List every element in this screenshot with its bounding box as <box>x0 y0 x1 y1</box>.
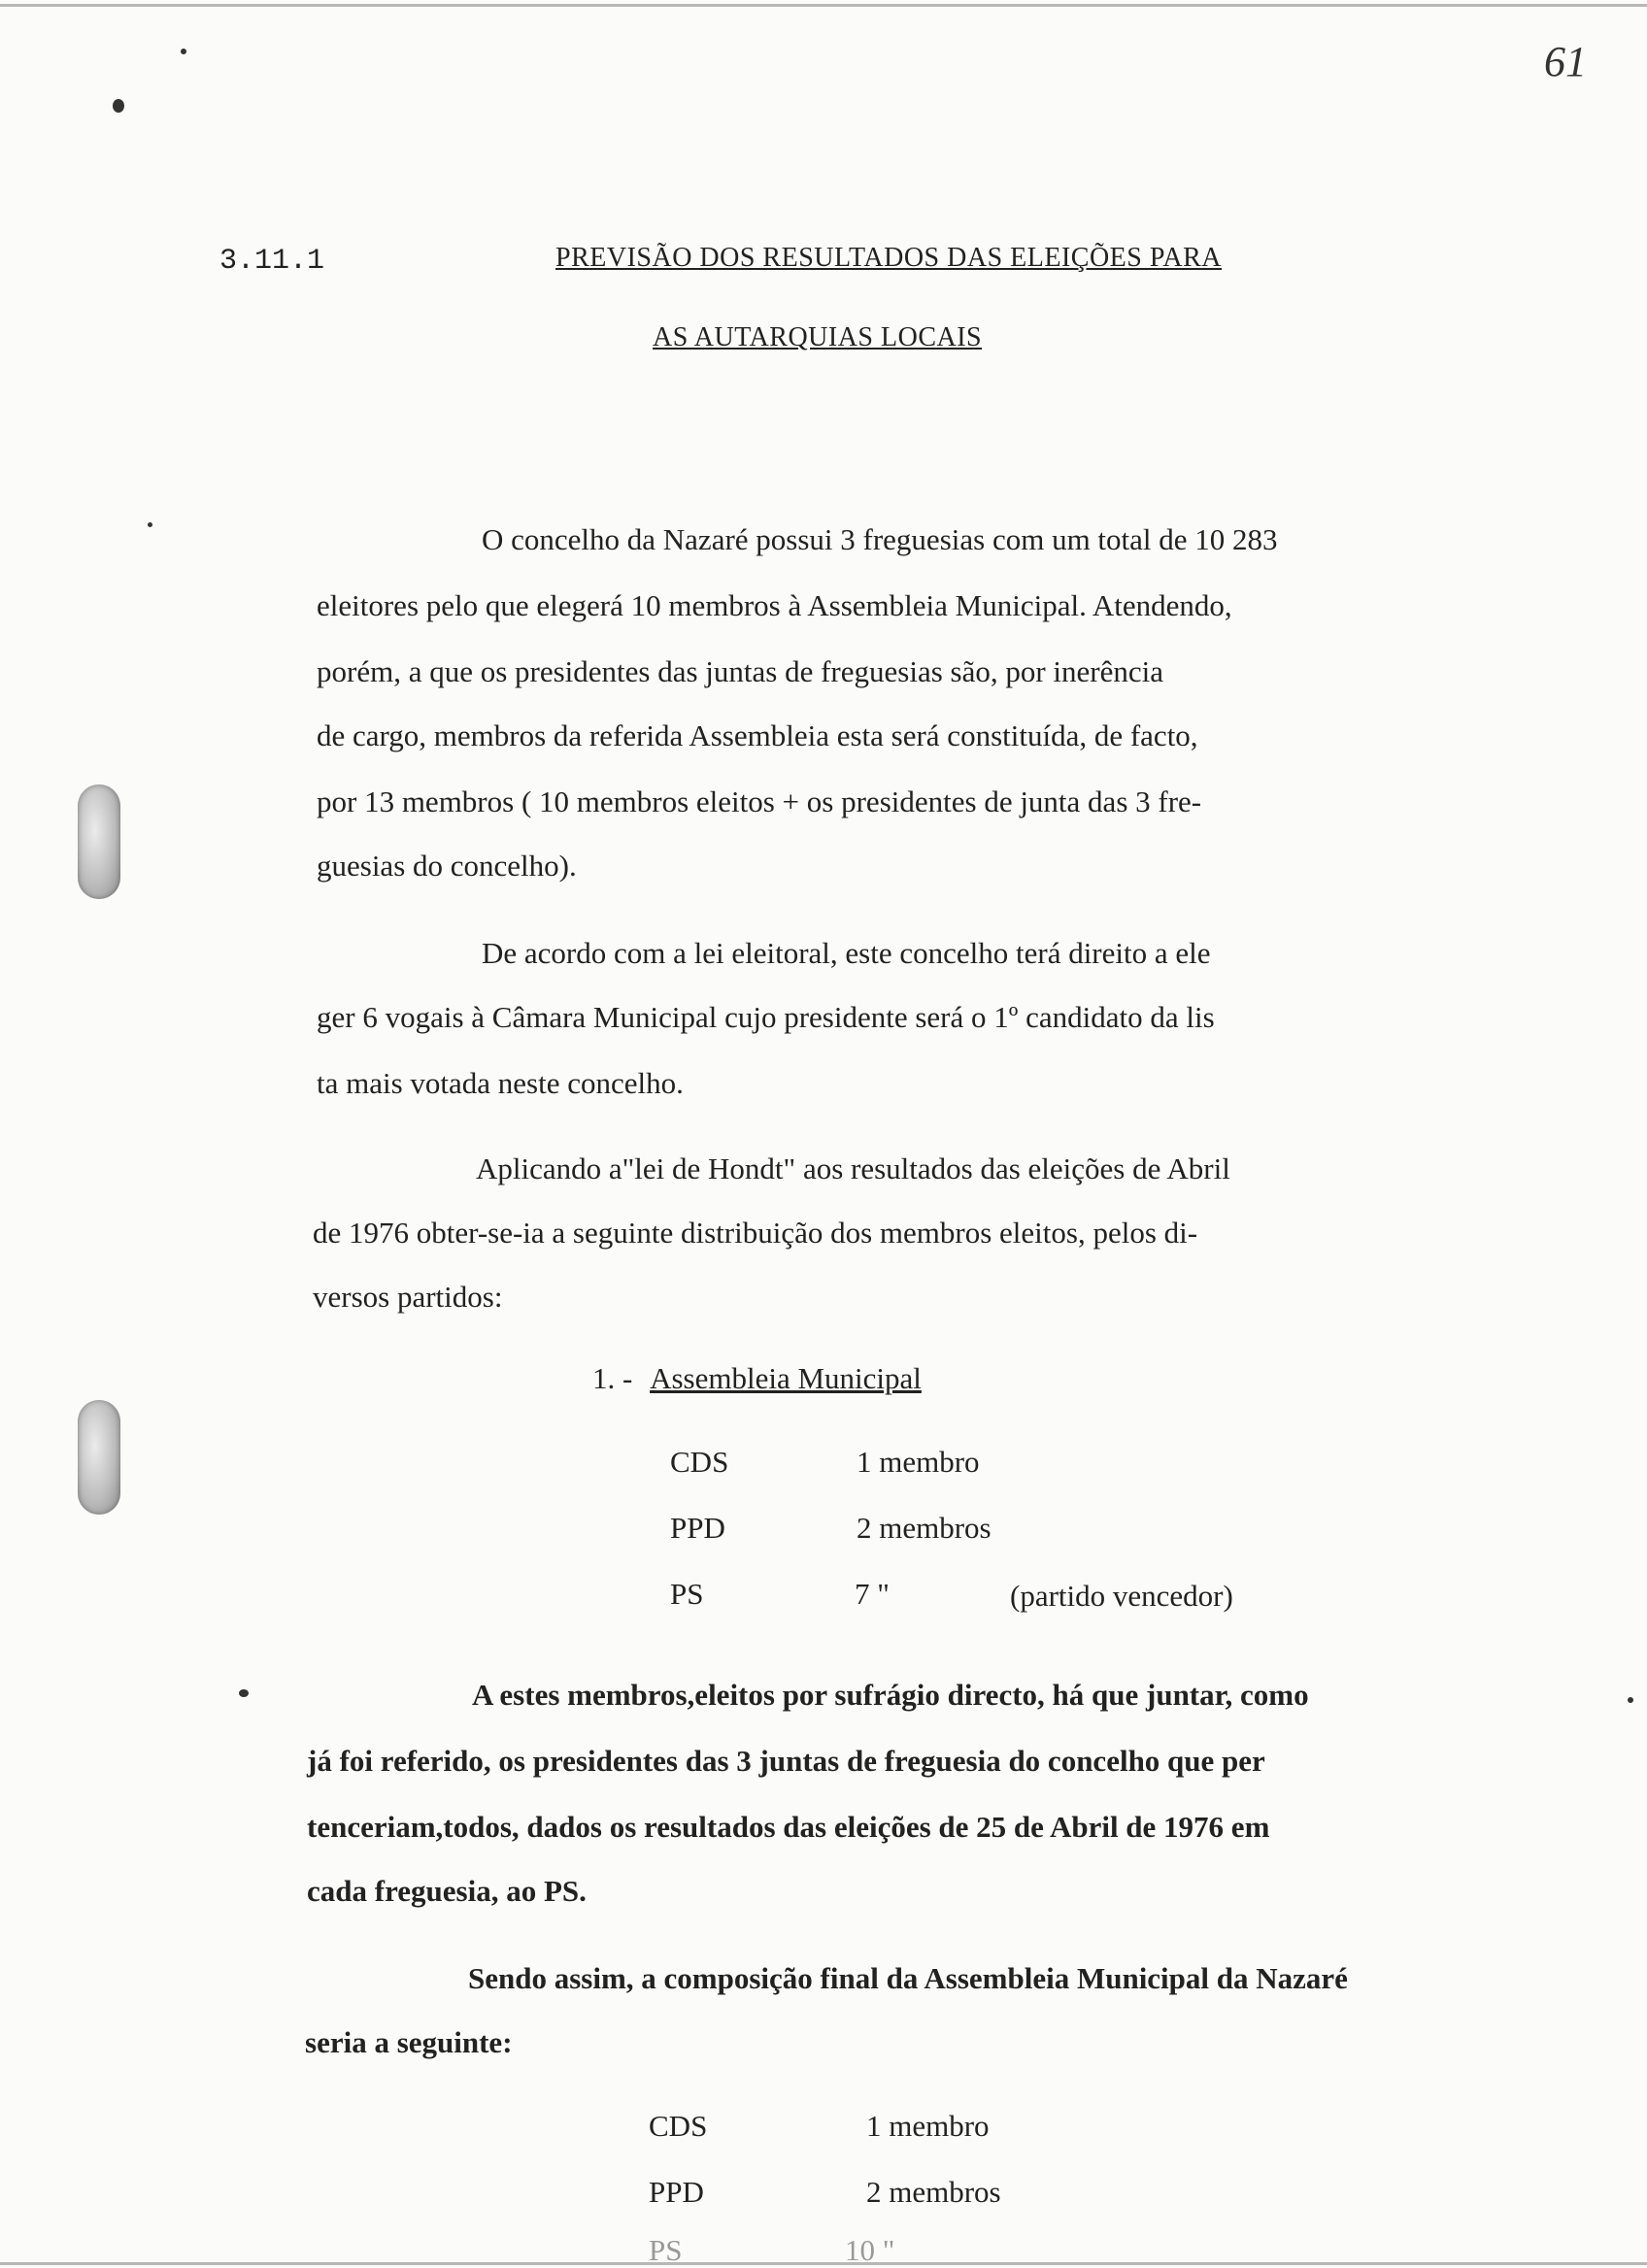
list-row-members <box>857 1445 980 1480</box>
paragraph-line: versos partidos: <box>313 1280 503 1314</box>
paragraph-line: De acordo com a lei eleitoral, este concelho terá direito a ele <box>482 936 1211 970</box>
paragraph-line: de 1976 obter-se-ia a seguinte distribuição dos membros eleitos, pelos di- <box>313 1216 1198 1250</box>
party-note: (partido vencedor) <box>1010 1579 1233 1613</box>
list-heading <box>592 1361 922 1396</box>
party-name: CDS <box>649 2109 708 2143</box>
scan-speck <box>113 99 124 113</box>
paragraph-line: cada freguesia, ao PS. <box>307 1874 587 1908</box>
party-members: 2 membros <box>857 1511 992 1545</box>
bottom-scan-edge <box>0 2262 1647 2265</box>
page-number: 61 <box>1544 38 1587 85</box>
list-row-members <box>866 2109 990 2144</box>
binder-hole-lower <box>78 1400 120 1515</box>
list-row <box>670 1511 725 1546</box>
list-row <box>649 2109 707 2144</box>
party-members: 1 membro <box>857 1445 980 1479</box>
paragraph-line: por 13 membros ( 10 membros eleitos + os presidentes de junta das 3 fre- <box>317 784 1202 818</box>
paragraph-line: guesias do concelho). <box>317 849 577 883</box>
scan-speck <box>1628 1697 1633 1703</box>
list-row <box>649 2175 704 2210</box>
binder-hole-upper <box>78 784 120 899</box>
top-scan-edge <box>0 4 1647 7</box>
paragraph-line: porém, a que os presidentes das juntas de freguesias são, por inerência <box>317 654 1164 688</box>
list-number: 1. - <box>592 1361 633 1395</box>
list-row-members <box>866 2175 1001 2210</box>
party-members: 7 " <box>855 1577 890 1611</box>
scan-speck <box>148 522 152 527</box>
party-name: CDS <box>670 1445 729 1479</box>
list-row-note <box>1010 1579 1233 1614</box>
party-members: 2 membros <box>866 2175 1001 2209</box>
list-row <box>670 1445 728 1480</box>
paragraph-line: Aplicando a"lei de Hondt" aos resultados das eleições de Abril <box>476 1151 1230 1185</box>
paragraph-line: seria a seguinte: <box>305 2025 513 2059</box>
party-name: PPD <box>649 2175 704 2209</box>
paragraph-line: O concelho da Nazaré possui 3 freguesias com um total de 10 283 <box>482 522 1278 556</box>
paragraph-line: já foi referido, os presidentes das 3 juntas de freguesia do concelho que per <box>307 1744 1265 1778</box>
paragraph-line: tenceriam,todos, dados os resultados das eleições de 25 de Abril de 1976 em <box>307 1810 1270 1844</box>
party-name: PS <box>649 2233 683 2267</box>
paragraph-line: ger 6 vogais à Câmara Municipal cujo presidente será o 1º candidato da lis <box>317 1000 1215 1034</box>
list-row <box>670 1577 703 1612</box>
paragraph-line: eleitores pelo que elegerá 10 membros à Assembleia Municipal. Atendendo, <box>317 588 1232 622</box>
paragraph-line: A estes membros,eleitos por sufrágio directo, há que juntar, como <box>472 1678 1309 1712</box>
list-row <box>649 2233 682 2268</box>
paragraph-line: Sendo assim, a composição final da Assembleia Municipal da Nazaré <box>468 1961 1348 1995</box>
party-members: 10 " <box>845 2233 895 2267</box>
scan-speck <box>181 49 186 54</box>
party-name: PPD <box>670 1511 725 1545</box>
paragraph-line: de cargo, membros da referida Assembleia esta será constituída, de facto, <box>317 718 1198 752</box>
party-name: PS <box>670 1577 704 1611</box>
party-members: 1 membro <box>866 2109 990 2143</box>
scan-speck <box>239 1689 249 1697</box>
list-row-members <box>855 1577 890 1612</box>
list-row-members <box>857 1511 992 1546</box>
list-heading-text: Assembleia Municipal <box>650 1361 922 1395</box>
section-number: 3.11.1 <box>219 245 325 278</box>
title-line-2: AS AUTARQUIAS LOCAIS <box>653 322 983 352</box>
title-line-1: PREVISÃO DOS RESULTADOS DAS ELEIÇÕES PARA <box>555 243 1222 273</box>
paragraph-line: ta mais votada neste concelho. <box>317 1066 684 1100</box>
list-row-members <box>845 2233 894 2268</box>
